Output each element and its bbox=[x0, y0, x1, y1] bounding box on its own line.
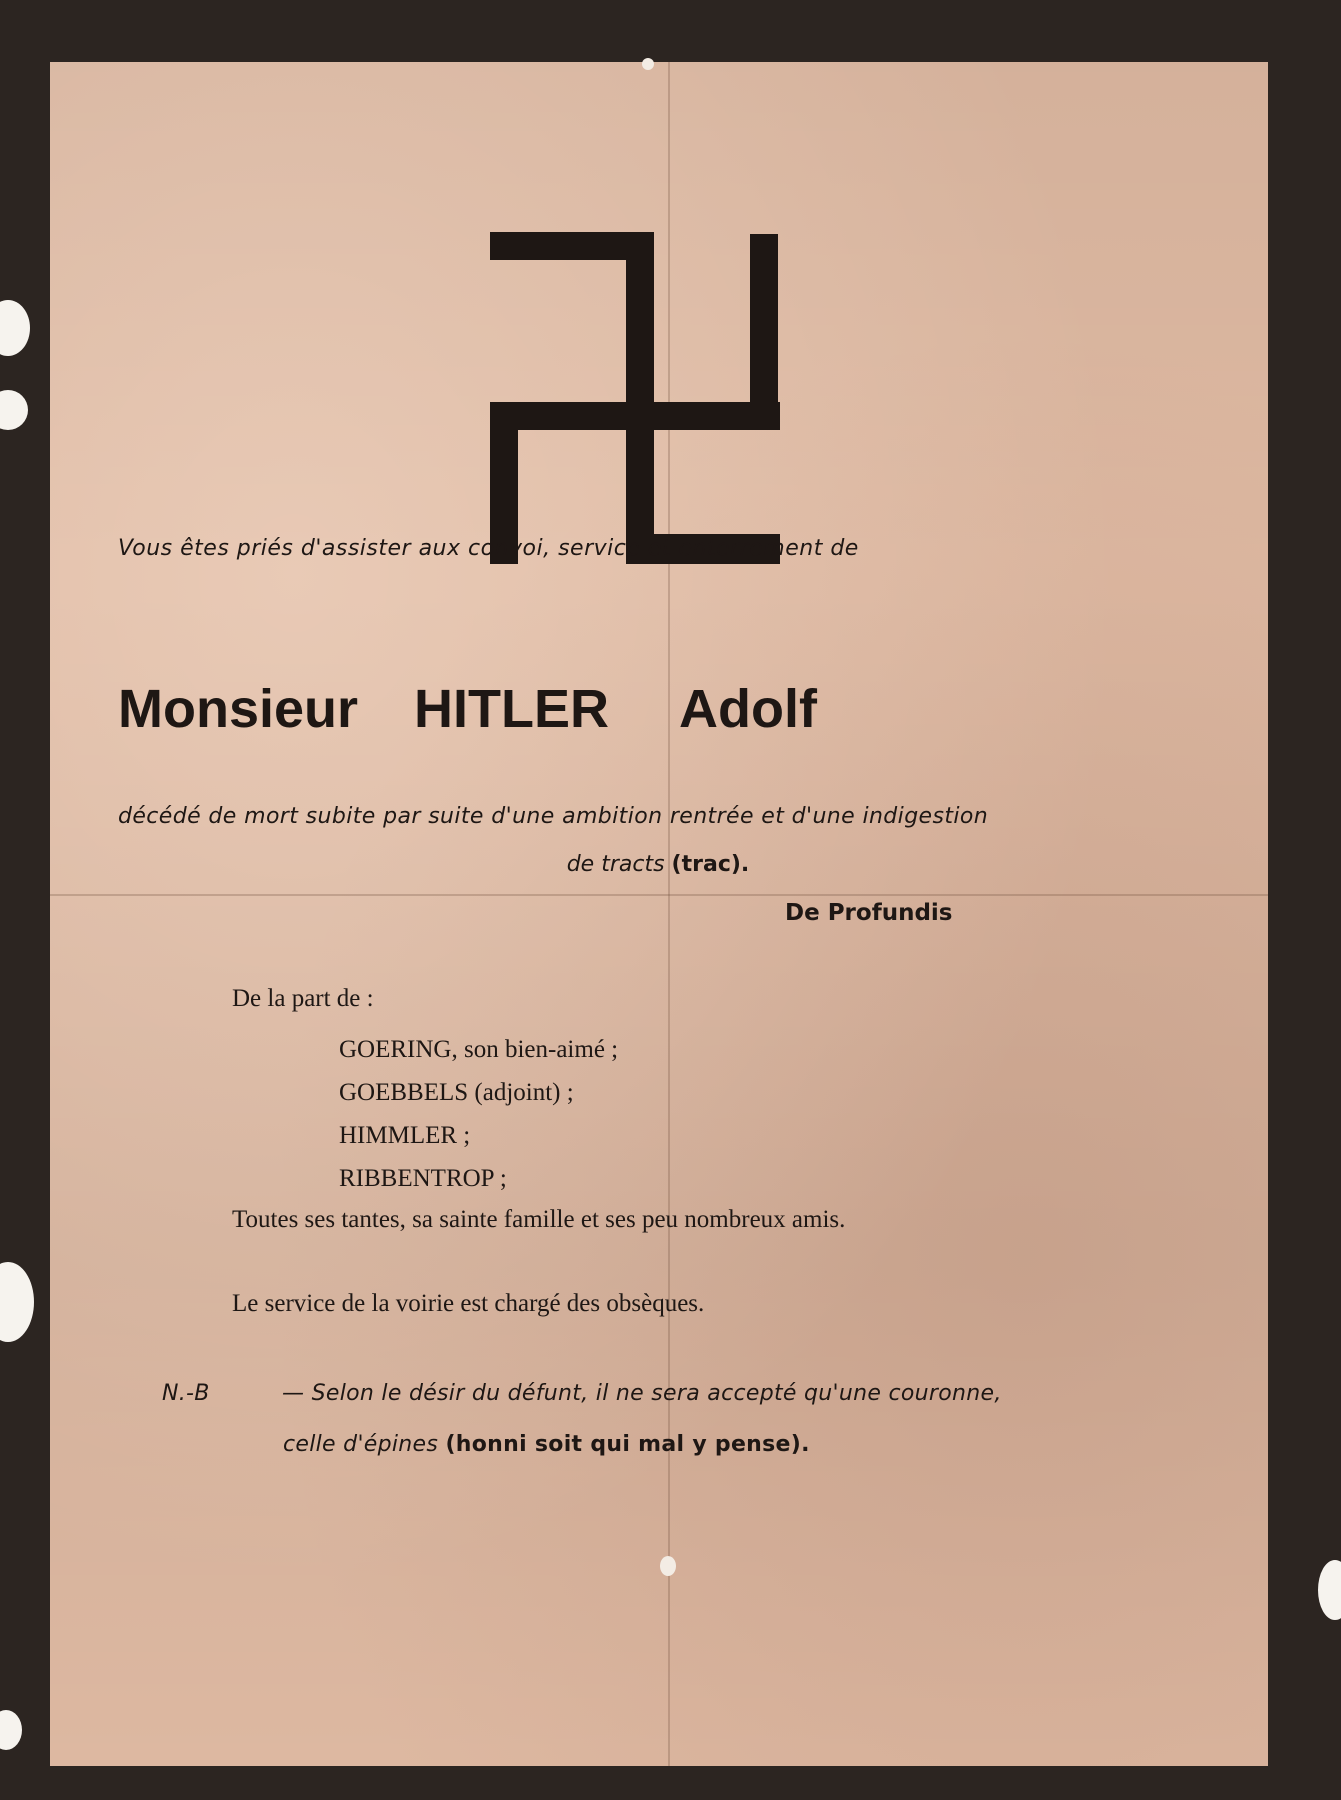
funeral-notice-paper bbox=[50, 62, 1268, 1766]
paper-hole-bottom bbox=[660, 1556, 676, 1576]
mourners-label: De la part de : bbox=[232, 985, 374, 1012]
deceased-last-name: HITLER bbox=[414, 679, 610, 739]
mourner-name: RIBBENTROP ; bbox=[339, 1165, 507, 1192]
horizontal-fold-crease bbox=[50, 894, 1268, 896]
torn-edge bbox=[0, 1710, 22, 1750]
torn-edge bbox=[1318, 1560, 1341, 1620]
cause-trac: (trac). bbox=[671, 852, 750, 877]
torn-edge bbox=[0, 300, 30, 356]
mourners-list bbox=[339, 1028, 618, 1200]
note-text: — Selon le désir du défunt, il ne sera accepté qu'une couronne, bbox=[282, 1381, 1002, 1406]
cause-of-death-line-1: décédé de mort subite par suite d'une ambition rentrée et d'une indigestion bbox=[118, 804, 989, 829]
funeral-invitation-text: Vous êtes priés d'assister aux convoi, service et enterrement de bbox=[118, 536, 859, 561]
mourners-family: Toutes ses tantes, sa sainte famille et ses peu nombreux amis. bbox=[232, 1206, 846, 1233]
deceased-title: Monsieur bbox=[118, 679, 359, 739]
note-motto: (honni soit qui mal y pense). bbox=[445, 1432, 810, 1457]
cause-tracts: de tracts bbox=[566, 852, 665, 877]
deceased-name bbox=[118, 678, 817, 740]
funeral-service-text: Le service de la voirie est chargé des obsèques. bbox=[232, 1290, 705, 1317]
note-line-2 bbox=[283, 1432, 810, 1457]
inverted-swastika-emblem-icon bbox=[490, 190, 890, 592]
torn-edge bbox=[0, 390, 28, 430]
deceased-first-name: Adolf bbox=[679, 679, 817, 739]
note-thorns: celle d'épines bbox=[283, 1432, 439, 1457]
cause-of-death-line-2 bbox=[118, 852, 1198, 877]
mourner-name: GOERING, son bien-aimé ; bbox=[339, 1036, 619, 1063]
note-line-1 bbox=[162, 1381, 1002, 1406]
torn-edge bbox=[0, 1262, 34, 1342]
mourner-name: GOEBBELS (adjoint) ; bbox=[339, 1079, 574, 1106]
mourner-name: HIMMLER ; bbox=[339, 1122, 471, 1149]
de-profundis: De Profundis bbox=[785, 900, 953, 926]
note-label: N.-B bbox=[162, 1381, 210, 1406]
paper-hole-top bbox=[642, 58, 654, 70]
